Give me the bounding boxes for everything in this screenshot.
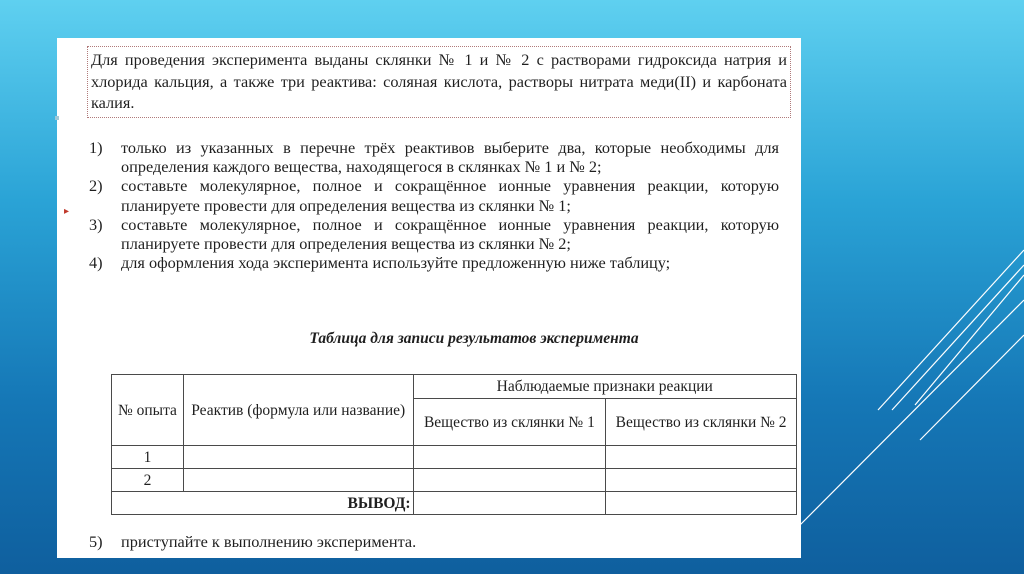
task-item [89,215,779,253]
task-number: 5) [89,532,103,551]
row-number: 1 [112,446,184,469]
table-cell [413,492,606,515]
table-cell [183,446,413,469]
task-text: приступайте к выполнению эксперимента. [121,532,417,551]
task-text: составьте молекулярное, полное и сокращённое ионные уравнения реакции, которую планируете провести для определения вещества из склянки № 2; [121,214,779,254]
task-text: для оформления хода эксперимента используйте предложенную ниже таблицу; [121,253,671,273]
table-cell [413,469,606,492]
conclusion-label: ВЫВОД: [112,492,414,515]
table-row [112,469,797,492]
results-table [111,374,797,515]
task-number: 2) [89,176,103,196]
task-number: 1) [89,138,103,157]
row-number: 2 [112,469,184,492]
final-instruction [89,532,416,552]
document-page [57,38,801,558]
task-number: 3) [89,214,103,234]
table-row [112,446,797,469]
task-item [89,138,779,176]
task-item [89,176,779,214]
header-experiment-number: № опыта [112,375,184,446]
table-row [112,492,797,515]
table-title: Таблица для записи результатов эксперимента [309,330,639,347]
table-cell [606,492,797,515]
table-cell [413,446,606,469]
table-cell [183,469,413,492]
header-substance-2: Вещество из склянки № 2 [606,399,797,446]
table-cell [606,469,797,492]
task-list [89,138,779,272]
header-reagent: Реактив (формула или название) [183,375,413,446]
table-cell [606,446,797,469]
task-text: только из указанных в перечне трёх реактивов выберите два, которые необходимы для определения каждого вещества, находящегося в склянках № 1 и № 2; [121,138,779,177]
intro-paragraph: Для проведения эксперимента выданы склянки № 1 и № 2 с растворами гидроксида натрия и хлорида кальция, а также три реактива: соляная кислота, растворы нитрата меди(II) и карбоната калия. [87,46,791,118]
header-observed-signs: Наблюдаемые признаки реакции [413,375,796,399]
red-pointer-icon: ▸ [64,206,70,217]
task-number: 4) [89,253,103,273]
header-substance-1: Вещество из склянки № 1 [413,399,606,446]
bullet-marker [55,116,59,120]
task-item [89,253,779,272]
task-text: составьте молекулярное, полное и сокращённое ионные уравнения реакции, которую планируете провести для определения вещества из склянки № 1; [121,176,779,215]
